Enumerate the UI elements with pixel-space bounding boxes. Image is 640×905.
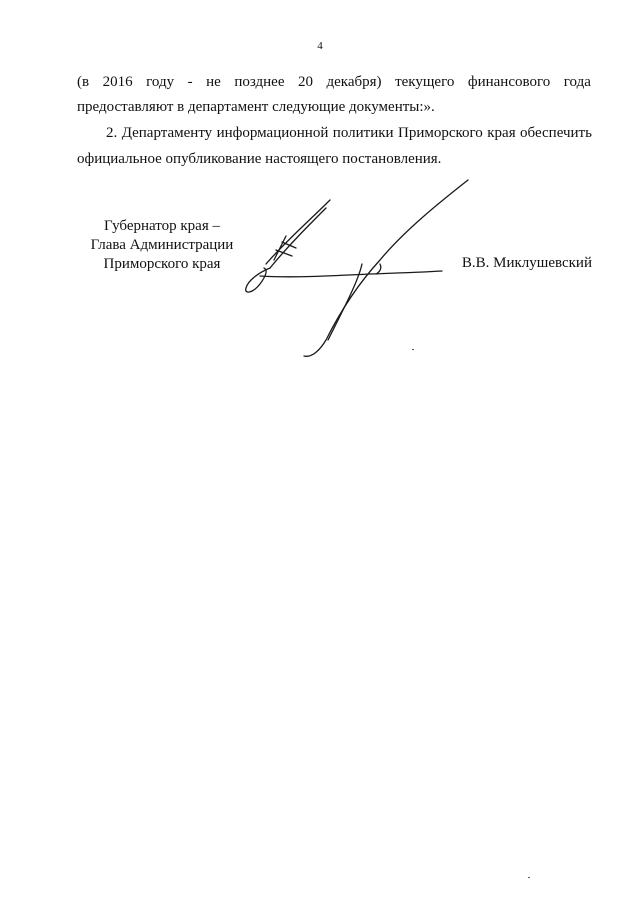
word: информационной (216, 125, 329, 141)
word: году (146, 74, 175, 90)
word: не (206, 74, 221, 90)
word: политики (332, 125, 394, 141)
word: Приморского (397, 125, 483, 141)
word: края (487, 125, 516, 141)
page-number: 4 (317, 40, 323, 52)
paragraph-line-1 (77, 73, 591, 91)
word: финансового (467, 74, 551, 90)
scan-speck (412, 349, 414, 350)
word: позднее (234, 74, 285, 90)
position-line-1: Губернатор края – (104, 218, 220, 234)
paragraph-line-4: официальное опубликование настоящего постановления. (77, 151, 442, 167)
word: - (187, 74, 193, 90)
paragraph-line-2: предоставляют в департамент следующие документы:». (77, 99, 435, 115)
word: (в (77, 74, 90, 90)
word: года (563, 74, 591, 90)
word: обеспечить (520, 125, 592, 141)
scan-speck (528, 877, 530, 878)
signer-name: В.В. Миклушевский (461, 255, 592, 271)
word: 20 (298, 74, 313, 90)
word: Департаменту (121, 125, 213, 141)
word: текущего (395, 74, 455, 90)
word: 2016 (102, 74, 133, 90)
position-line-3: Приморского края (103, 256, 221, 272)
signatory-position (77, 217, 247, 274)
word: 2. (106, 125, 118, 141)
word: декабря) (326, 74, 382, 90)
paragraph-line-3 (106, 124, 592, 142)
position-line-2: Глава Администрации (90, 237, 234, 253)
